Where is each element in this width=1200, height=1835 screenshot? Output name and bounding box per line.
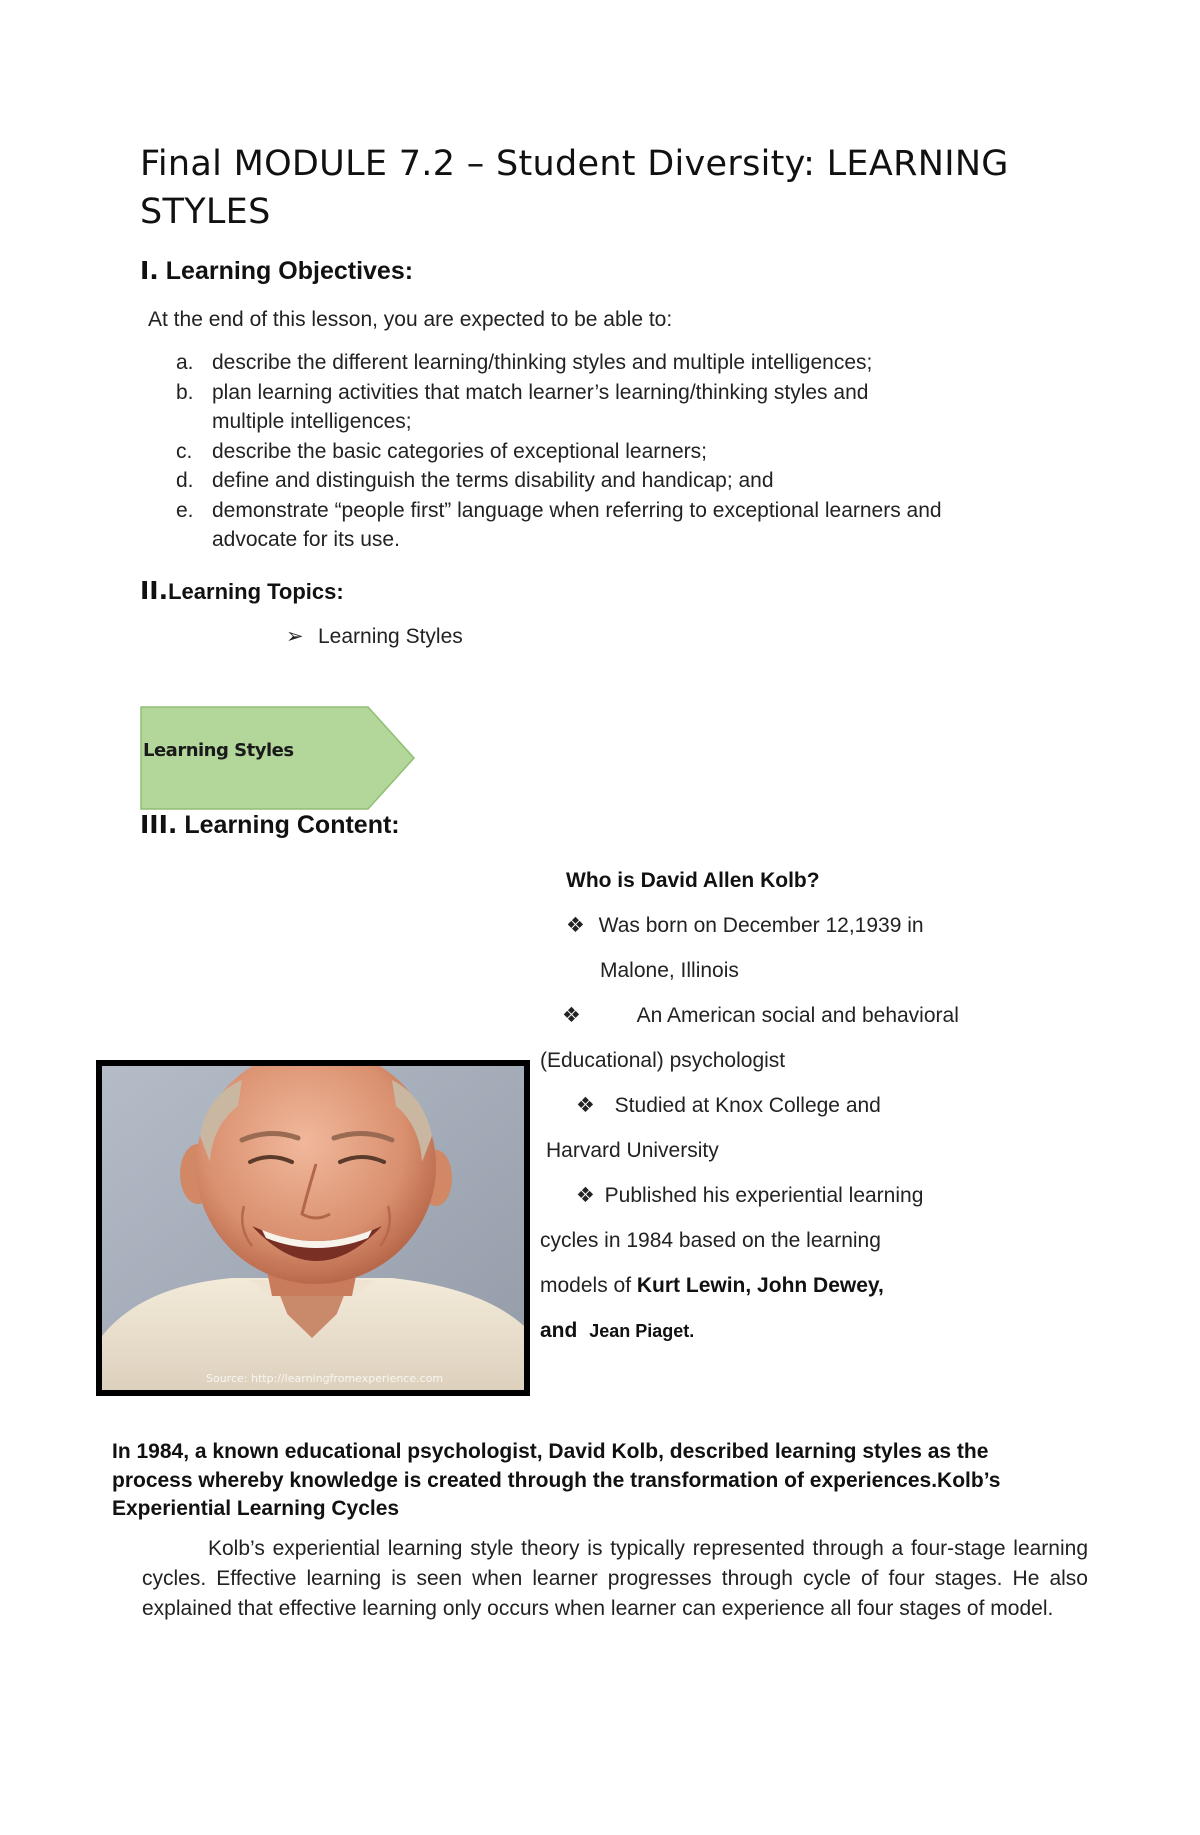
bio-text: Studied at Knox College and bbox=[614, 1094, 881, 1117]
portrait-image bbox=[102, 1066, 524, 1390]
bio-names: Kurt Lewin, John Dewey, bbox=[636, 1274, 884, 1297]
chevron-label: Learning Styles bbox=[143, 740, 294, 761]
list-item-text: demonstrate “people first” language when referring to exceptional learners and bbox=[212, 498, 942, 522]
bio-text: and bbox=[540, 1319, 578, 1342]
page-title: Final MODULE 7.2 – Student Diversity: LEARNING STYLES bbox=[140, 144, 1009, 232]
objectives-intro: At the end of this lesson, you are expected to be able to: bbox=[148, 308, 673, 331]
section-learning-content-heading bbox=[140, 810, 400, 840]
bio-line: cycles in 1984 based on the learning bbox=[540, 1229, 881, 1252]
section-title: Learning Topics: bbox=[168, 579, 344, 604]
list-item-text: define and distinguish the terms disability and handicap; and bbox=[212, 469, 774, 492]
summary-line: Experiential Learning Cycles bbox=[112, 1497, 400, 1520]
bio-text: An American social and behavioral bbox=[636, 1004, 959, 1027]
diamond-bullet-icon: ❖ bbox=[576, 1184, 595, 1207]
topic-text: Learning Styles bbox=[318, 625, 463, 648]
list-item bbox=[148, 378, 1048, 437]
summary-line: process whereby knowledge is created through the transformation of experiences.Kolb’s bbox=[112, 1468, 1001, 1492]
section-number: II. bbox=[140, 576, 169, 605]
bio-text: models of bbox=[540, 1274, 637, 1297]
bio-line bbox=[540, 903, 1080, 948]
diamond-bullet-icon: ❖ bbox=[576, 1094, 595, 1117]
list-item-text: describe the basic categories of exceptional learners; bbox=[212, 439, 707, 463]
bio-line: Malone, Illinois bbox=[600, 959, 739, 982]
list-item bbox=[148, 348, 1048, 378]
diamond-bullet-icon: ❖ bbox=[562, 1004, 581, 1027]
topic-list-item bbox=[286, 624, 463, 649]
bio-line bbox=[540, 993, 1080, 1038]
summary-line: In 1984, a known educational psychologist, David Kolb, described learning styles as the bbox=[112, 1440, 989, 1463]
bio-line: Harvard University bbox=[546, 1139, 719, 1162]
section-title: Learning Content: bbox=[184, 811, 400, 839]
bio-line bbox=[540, 1173, 1080, 1218]
kolb-portrait-photo bbox=[96, 1060, 530, 1396]
list-item-text-cont: advocate for its use. bbox=[212, 528, 400, 551]
bio-line bbox=[540, 1263, 1080, 1308]
summary-paragraph bbox=[112, 1438, 1112, 1524]
list-marker: e. bbox=[176, 498, 194, 522]
kolb-question: Who is David Allen Kolb? bbox=[566, 869, 820, 892]
list-item-text: describe the different learning/thinking styles and multiple intelligences; bbox=[212, 351, 873, 374]
bio-line bbox=[540, 1308, 1080, 1353]
section-number: III. bbox=[140, 810, 178, 839]
section-number: I. bbox=[140, 256, 159, 285]
bio-line: (Educational) psychologist bbox=[540, 1049, 786, 1072]
section-title: Learning Objectives: bbox=[165, 257, 414, 285]
list-item-text-cont: multiple intelligences; bbox=[212, 410, 412, 433]
bio-names: Jean Piaget. bbox=[589, 1321, 695, 1341]
body-paragraph: Kolb’s experiential learning style theory is typically represented through a four-stage learning cycles. Effective learning is seen when learner progresses through cycle of four stages. He also explained that effective learning only occurs when learner can experience all four stages of model. bbox=[142, 1537, 1088, 1620]
bio-text: Was born on December 12,1939 in bbox=[598, 914, 924, 937]
list-marker: b. bbox=[176, 380, 194, 404]
objectives-list bbox=[148, 348, 1048, 555]
list-marker: c. bbox=[176, 439, 193, 463]
diamond-bullet-icon: ❖ bbox=[566, 914, 585, 937]
list-item bbox=[148, 437, 1048, 467]
kolb-bio bbox=[540, 858, 1080, 1353]
arrow-bullet-icon: ➢ bbox=[286, 625, 304, 648]
list-item-text: plan learning activities that match learner’s learning/thinking styles and bbox=[212, 380, 869, 404]
list-item bbox=[148, 466, 1048, 496]
section-learning-topics-heading bbox=[140, 576, 344, 605]
photo-caption: Source: http://learningfromexperience.com bbox=[206, 1372, 444, 1385]
list-item bbox=[148, 496, 1048, 555]
bio-text: Published his experiential learning bbox=[604, 1184, 924, 1207]
section-learning-objectives-heading bbox=[140, 256, 413, 286]
list-marker: a. bbox=[176, 351, 194, 374]
bio-line bbox=[540, 1083, 1080, 1128]
list-marker: d. bbox=[176, 469, 194, 492]
